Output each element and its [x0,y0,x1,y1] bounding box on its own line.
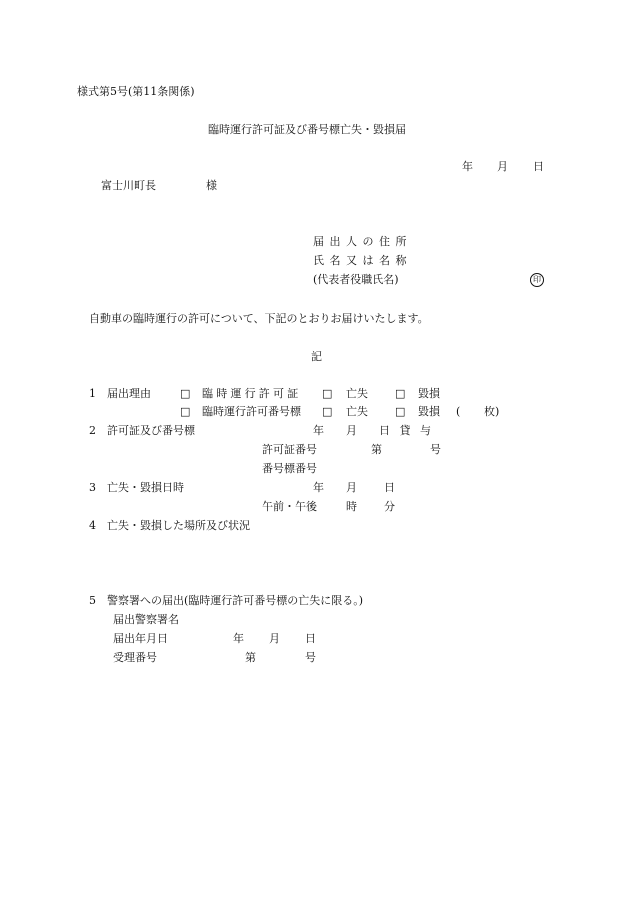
item2-month: 月 [346,424,357,437]
item2-plate-number-label: 番号標番号 [262,462,317,475]
applicant-representative-label: (代表者役職氏名) [313,273,399,286]
item1-number: 1 [89,387,96,400]
item1-row2-lost: 亡失 [346,405,368,418]
date-month: 月 [497,160,508,173]
applicant-address-label: 届出人の住所 [313,235,412,248]
item1-row1-lost-checkbox: □ [322,387,333,400]
item1-row1-checkbox: □ [180,387,191,400]
item5-date-label: 届出年月日 [113,632,168,645]
item3-month: 月 [346,481,357,494]
applicant-name-label: 氏名又は名称 [313,254,412,267]
item3-year: 年 [313,481,324,494]
seal-mark: 印 [530,273,544,287]
item4-label: 亡失・毀損した場所及び状況 [107,519,250,532]
addressee-name: 富士川町長 [101,179,156,192]
item5-station-label: 届出警察署名 [113,613,179,626]
item3-hour: 時 [346,500,357,513]
item1-row1-damaged: 毀損 [418,387,440,400]
item5-year: 年 [233,632,244,645]
item3-minute: 分 [384,500,395,513]
item5-month: 月 [269,632,280,645]
item1-count-paren-open: ( [456,405,461,418]
item4-number: 4 [89,519,96,532]
item1-row1-target: 臨時運行許可証 [202,387,302,400]
item2-year: 年 [313,424,324,437]
item1-row2-lost-checkbox: □ [322,405,333,418]
item2-label: 許可証及び番号標 [107,424,195,437]
item5-label: 警察署への届出(臨時運行許可番号標の亡失に限る。) [107,594,364,607]
item1-row2-damaged: 毀損 [418,405,440,418]
item3-number: 3 [89,481,96,494]
item5-receipt-dai: 第 [245,651,256,664]
item3-label: 亡失・毀損日時 [107,481,184,494]
item2-permit-dai: 第 [371,443,382,456]
item5-receipt-go: 号 [305,651,316,664]
item1-label: 届出理由 [107,387,151,400]
date-year: 年 [462,160,473,173]
item5-day: 日 [305,632,316,645]
form-number: 様式第5号(第11条関係) [77,85,195,98]
addressee-honorific: 様 [206,179,217,192]
item1-row2-target: 臨時運行許可番号標 [202,405,301,418]
item3-ampm: 午前・午後 [262,500,317,513]
item2-permit-go: 号 [430,443,441,456]
date-day: 日 [533,160,544,173]
item1-row1-damaged-checkbox: □ [395,387,406,400]
ki-heading: 記 [311,350,322,363]
item1-row1-lost: 亡失 [346,387,368,400]
item2-permit-number-label: 許可証番号 [262,443,317,456]
intro-text: 自動車の臨時運行の許可について、下記のとおりお届けいたします。 [89,312,429,325]
item2-number: 2 [89,424,96,437]
item5-number: 5 [89,594,96,607]
item5-receipt-label: 受理番号 [113,651,157,664]
item1-row2-checkbox: □ [180,405,191,418]
item3-day: 日 [384,481,395,494]
document-title: 臨時運行許可証及び番号標亡失・毀損届 [208,123,406,136]
item2-day-lend: 日 貸 与 [379,424,434,437]
item1-count-unit: 枚) [484,405,500,418]
item1-row2-damaged-checkbox: □ [395,405,406,418]
